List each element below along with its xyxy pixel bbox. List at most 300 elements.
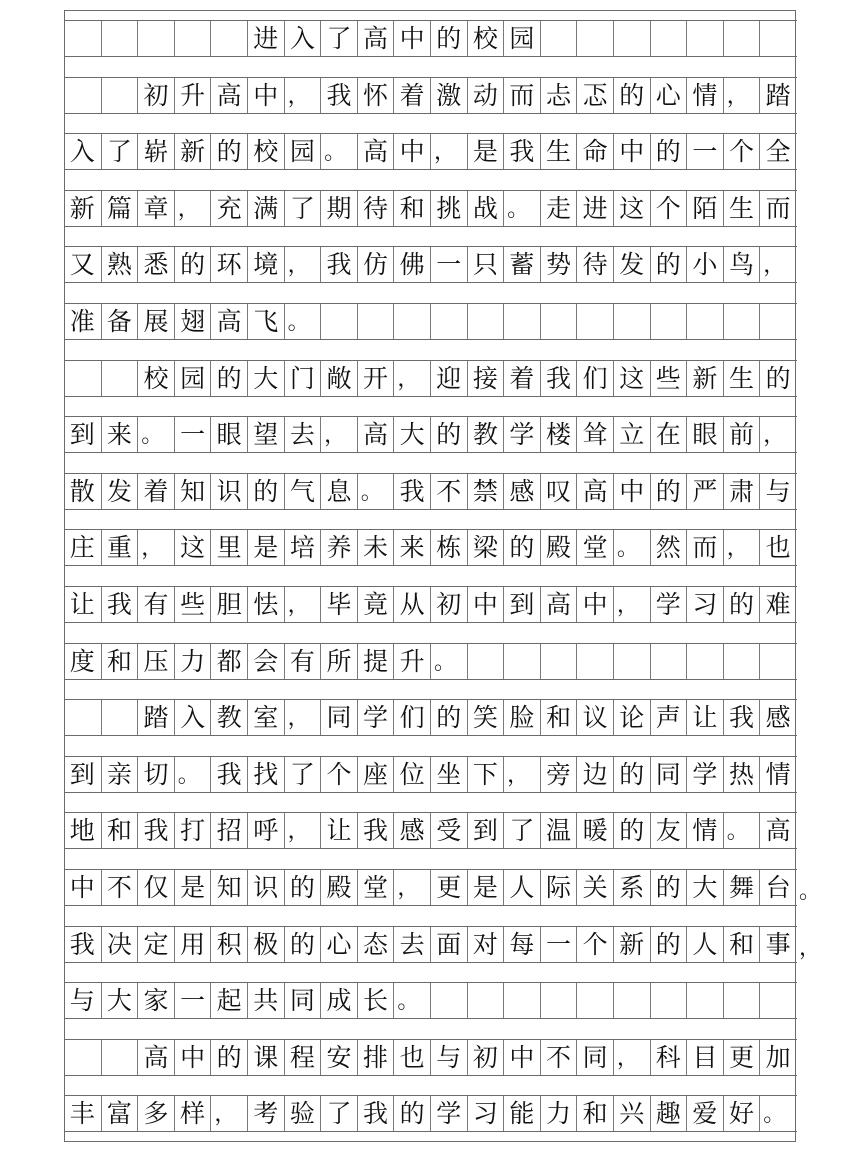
empty-grid-cell: [723, 304, 760, 339]
character-cell: 进: [247, 21, 284, 56]
character-cell: 大: [393, 417, 430, 452]
character-cell: 门: [284, 361, 321, 396]
text-row: [64, 982, 797, 1019]
character-cell: 这: [174, 530, 211, 565]
character-cell: 识: [247, 870, 284, 905]
character-cell: 丰: [69, 1099, 95, 1129]
punctuation-cell: 。: [430, 644, 467, 679]
character-cell: 的: [247, 474, 284, 509]
empty-grid-cell: [467, 304, 504, 339]
character-cell: 而: [686, 530, 723, 565]
character-cell: 到: [503, 587, 540, 622]
character-cell: 有: [284, 644, 321, 679]
character-cell: 我: [393, 474, 430, 509]
character-cell: 旁: [540, 757, 577, 792]
empty-grid-cell: [101, 1040, 138, 1075]
character-cell: 楼: [540, 417, 577, 452]
character-cell: 找: [247, 757, 284, 792]
character-cell: 眼: [210, 417, 247, 452]
character-cell: 环: [210, 247, 247, 282]
empty-grid-cell: [540, 644, 577, 679]
character-cell: 知: [210, 870, 247, 905]
character-cell: 从: [393, 587, 430, 622]
character-cell: 学: [430, 1096, 467, 1131]
character-cell: 蓄: [503, 247, 540, 282]
character-cell: 和: [540, 700, 577, 735]
character-cell: 也: [393, 1040, 430, 1075]
character-cell: 同: [576, 1040, 613, 1075]
character-cell: 待: [357, 191, 394, 226]
character-cell: 中: [576, 587, 613, 622]
character-cell: 舞: [723, 870, 760, 905]
character-cell: 了: [284, 191, 321, 226]
character-cell: 是: [174, 870, 211, 905]
character-cell: 爱: [686, 1096, 723, 1131]
character-cell: 是: [467, 134, 504, 169]
punctuation-cell: ，: [613, 1040, 650, 1075]
character-cell: 激: [430, 78, 467, 113]
character-cell: 关: [576, 870, 613, 905]
punctuation-cell: ，: [284, 700, 321, 735]
text-row: [64, 699, 797, 736]
character-cell: 怀: [357, 78, 394, 113]
text-row: [64, 473, 797, 510]
character-cell: 里: [210, 530, 247, 565]
character-cell: 的: [174, 247, 211, 282]
character-cell: 新: [613, 927, 650, 962]
character-cell: 章: [137, 191, 174, 226]
character-cell: 们: [393, 700, 430, 735]
empty-grid-cell: [759, 21, 796, 56]
title-row: [64, 20, 797, 57]
punctuation-cell: 。: [503, 191, 540, 226]
character-cell: 我: [357, 1096, 394, 1131]
character-cell: 让: [320, 813, 357, 848]
character-cell: 和: [101, 813, 138, 848]
character-cell: 不: [540, 1040, 577, 1075]
character-cell: 与: [430, 1040, 467, 1075]
empty-grid-cell: [759, 983, 796, 1018]
punctuation-cell: 。: [759, 1096, 796, 1131]
character-cell: 敞: [320, 361, 357, 396]
punctuation-cell: ，: [723, 78, 760, 113]
character-cell: 高: [137, 1040, 174, 1075]
character-cell: 了: [503, 813, 540, 848]
character-cell: 命: [576, 134, 613, 169]
character-cell: 高: [759, 813, 796, 848]
character-cell: 养: [320, 530, 357, 565]
character-cell: 的: [210, 1040, 247, 1075]
character-cell: 篇: [101, 191, 138, 226]
character-cell: 殿: [540, 530, 577, 565]
character-cell: 家: [137, 983, 174, 1018]
empty-grid-cell: [540, 304, 577, 339]
punctuation-cell: ，: [284, 587, 321, 622]
text-row: [64, 246, 797, 283]
empty-grid-cell: [64, 361, 101, 396]
empty-grid-cell: [576, 983, 613, 1018]
character-cell: 感: [759, 700, 796, 735]
character-cell: 境: [247, 247, 284, 282]
punctuation-cell: ，: [759, 247, 796, 282]
character-cell: 下: [467, 757, 504, 792]
character-cell: 入: [174, 700, 211, 735]
character-cell: 的: [650, 247, 687, 282]
character-cell: 情: [686, 78, 723, 113]
empty-grid-cell: [723, 983, 760, 1018]
character-cell: 会: [247, 644, 284, 679]
character-cell: 对: [467, 927, 504, 962]
empty-grid-cell: [467, 644, 504, 679]
character-cell: 高: [576, 474, 613, 509]
character-cell: 不: [101, 870, 138, 905]
character-cell: 和: [723, 927, 760, 962]
empty-grid-cell: [576, 304, 613, 339]
character-cell: 我: [723, 700, 760, 735]
character-cell: 兴: [613, 1096, 650, 1131]
character-cell: 熟: [101, 247, 138, 282]
character-cell: 个: [723, 134, 760, 169]
character-cell: 期: [320, 191, 357, 226]
character-cell: 我: [540, 361, 577, 396]
empty-grid-cell: [101, 78, 138, 113]
empty-grid-cell: [613, 21, 650, 56]
empty-grid-cell: [64, 1040, 101, 1075]
character-cell: 和: [576, 1096, 613, 1131]
character-cell: 着: [503, 361, 540, 396]
empty-grid-cell: [430, 304, 467, 339]
character-cell: 多: [137, 1096, 174, 1131]
character-cell: 我: [137, 813, 174, 848]
character-cell: 仅: [137, 870, 174, 905]
character-cell: 排: [357, 1040, 394, 1075]
character-cell: 只: [467, 247, 504, 282]
character-cell: 立: [613, 417, 650, 452]
punctuation-cell: 。: [723, 813, 760, 848]
character-cell: 重: [101, 530, 138, 565]
character-cell: 我: [357, 813, 394, 848]
empty-grid-cell: [64, 78, 101, 113]
character-cell: 打: [174, 813, 211, 848]
text-row: [64, 643, 797, 680]
empty-grid-cell: [576, 644, 613, 679]
character-cell: 中: [613, 134, 650, 169]
character-cell: 趣: [650, 1096, 687, 1131]
character-cell: 飞: [247, 304, 284, 339]
character-cell: 课: [247, 1040, 284, 1075]
character-cell: 同: [284, 983, 321, 1018]
character-cell: 是: [247, 530, 284, 565]
character-cell: 我: [210, 757, 247, 792]
character-cell: 学: [686, 757, 723, 792]
character-cell: 一: [540, 927, 577, 962]
character-cell: 禁: [467, 474, 504, 509]
character-cell: 更: [430, 870, 467, 905]
character-cell: 全: [759, 134, 796, 169]
character-cell: 升: [174, 78, 211, 113]
punctuation-cell: ，: [210, 1096, 247, 1131]
character-cell: 同: [650, 757, 687, 792]
character-cell: 受: [430, 813, 467, 848]
character-cell: 翅: [174, 304, 211, 339]
character-cell: 中: [613, 474, 650, 509]
character-cell: 识: [210, 474, 247, 509]
character-cell: 这: [613, 361, 650, 396]
character-cell: 发: [101, 474, 138, 509]
character-cell: 的: [650, 134, 687, 169]
character-cell: 些: [650, 361, 687, 396]
character-cell: 接: [467, 361, 504, 396]
character-cell: 进: [576, 191, 613, 226]
character-cell: 仿: [357, 247, 394, 282]
character-cell: 走: [540, 191, 577, 226]
character-cell: 同: [320, 700, 357, 735]
character-cell: 们: [576, 361, 613, 396]
character-cell: 入: [69, 137, 95, 167]
empty-grid-cell: [650, 21, 687, 56]
character-cell: 感: [393, 813, 430, 848]
character-cell: 我: [101, 587, 138, 622]
character-cell: 眼: [686, 417, 723, 452]
punctuation-cell: ，: [284, 247, 321, 282]
character-cell: 与: [759, 474, 796, 509]
character-cell: 程: [284, 1040, 321, 1075]
character-cell: 大: [686, 870, 723, 905]
character-cell: 提: [357, 644, 394, 679]
character-cell: 度: [69, 646, 95, 676]
character-cell: 用: [174, 927, 211, 962]
character-cell: 定: [137, 927, 174, 962]
character-cell: 高: [357, 134, 394, 169]
character-cell: 高: [357, 21, 394, 56]
character-cell: 决: [101, 927, 138, 962]
character-cell: 的: [210, 361, 247, 396]
empty-grid-cell: [64, 21, 101, 56]
character-cell: 让: [69, 590, 95, 619]
character-cell: 心: [650, 78, 687, 113]
empty-grid-cell: [613, 983, 650, 1018]
character-cell: 的: [503, 530, 540, 565]
character-cell: 我: [320, 247, 357, 282]
character-cell: 入: [284, 21, 321, 56]
character-cell: 我: [320, 78, 357, 113]
character-cell: 迎: [430, 361, 467, 396]
character-cell: 毕: [320, 587, 357, 622]
punctuation-cell: ，: [723, 530, 760, 565]
character-cell: 发: [613, 247, 650, 282]
character-cell: 目: [686, 1040, 723, 1075]
character-cell: 考: [247, 1096, 284, 1131]
character-cell: 好: [723, 1096, 760, 1131]
character-cell: 学: [650, 587, 687, 622]
text-row: [64, 926, 822, 963]
character-cell: 长: [357, 983, 394, 1018]
character-cell: 开: [357, 361, 394, 396]
empty-grid-cell: [540, 983, 577, 1018]
character-cell: 到: [69, 759, 95, 789]
character-cell: 议: [576, 700, 613, 735]
character-cell: 事: [759, 927, 796, 962]
punctuation-cell: ，: [393, 870, 430, 905]
empty-grid-cell: [759, 304, 796, 339]
character-cell: 人: [503, 870, 540, 905]
character-cell: 高: [210, 304, 247, 339]
character-cell: 个: [320, 757, 357, 792]
character-cell: 到: [69, 420, 95, 450]
character-cell: 去: [393, 927, 430, 962]
character-cell: 到: [467, 813, 504, 848]
character-cell: 际: [540, 870, 577, 905]
character-cell: 地: [69, 816, 95, 846]
character-cell: 的: [759, 361, 796, 396]
hanging-punctuation: 。: [799, 879, 822, 904]
character-cell: 堂: [576, 530, 613, 565]
empty-grid-cell: [613, 304, 650, 339]
character-cell: 耸: [576, 417, 613, 452]
character-cell: 校: [137, 361, 174, 396]
character-cell: 小: [686, 247, 723, 282]
character-cell: 初: [430, 587, 467, 622]
character-cell: 极: [247, 927, 284, 962]
text-row: [64, 303, 797, 340]
punctuation-cell: ，: [174, 191, 211, 226]
empty-grid-cell: [686, 983, 723, 1018]
character-cell: 殿: [320, 870, 357, 905]
text-row: [64, 869, 822, 906]
character-cell: 而: [759, 191, 796, 226]
character-cell: 知: [174, 474, 211, 509]
character-cell: 招: [210, 813, 247, 848]
character-cell: 力: [540, 1096, 577, 1131]
text-row: [64, 1039, 797, 1076]
text-row: [64, 416, 797, 453]
character-cell: 声: [650, 700, 687, 735]
character-cell: 然: [650, 530, 687, 565]
character-cell: 一: [174, 983, 211, 1018]
empty-grid-cell: [723, 644, 760, 679]
character-cell: 的: [723, 587, 760, 622]
text-row: [64, 360, 797, 397]
character-cell: 脸: [503, 700, 540, 735]
character-cell: 更: [723, 1040, 760, 1075]
character-cell: 我: [69, 929, 95, 959]
punctuation-cell: 。: [393, 983, 430, 1018]
character-cell: 中: [393, 134, 430, 169]
character-cell: 学: [357, 700, 394, 735]
character-cell: 高: [540, 587, 577, 622]
character-cell: 教: [467, 417, 504, 452]
character-cell: 坐: [430, 757, 467, 792]
character-cell: 胆: [210, 587, 247, 622]
character-cell: 让: [686, 700, 723, 735]
character-cell: 而: [503, 78, 540, 113]
character-cell: 我: [503, 134, 540, 169]
punctuation-cell: ，: [284, 78, 321, 113]
character-cell: 备: [101, 304, 138, 339]
character-cell: 了: [284, 757, 321, 792]
character-cell: 这: [613, 191, 650, 226]
character-cell: 大: [101, 983, 138, 1018]
character-cell: 个: [650, 191, 687, 226]
character-cell: 着: [137, 474, 174, 509]
character-cell: 和: [101, 644, 138, 679]
text-row: [64, 1095, 797, 1132]
character-cell: 习: [686, 587, 723, 622]
character-cell: 展: [137, 304, 174, 339]
character-cell: 成: [320, 983, 357, 1018]
character-cell: 力: [174, 644, 211, 679]
character-cell: 座: [357, 757, 394, 792]
character-cell: 习: [467, 1096, 504, 1131]
character-cell: 堂: [357, 870, 394, 905]
character-cell: 友: [650, 813, 687, 848]
character-cell: 验: [284, 1096, 321, 1131]
character-cell: 与: [69, 986, 95, 1016]
character-cell: 人: [686, 927, 723, 962]
character-cell: 了: [320, 21, 357, 56]
punctuation-cell: ，: [503, 757, 540, 792]
empty-grid-cell: [759, 644, 796, 679]
character-cell: 着: [393, 78, 430, 113]
empty-grid-cell: [430, 983, 467, 1018]
character-cell: 气: [284, 474, 321, 509]
punctuation-cell: 。: [357, 474, 394, 509]
character-cell: 竟: [357, 587, 394, 622]
empty-grid-cell: [320, 304, 357, 339]
empty-grid-cell: [686, 304, 723, 339]
character-cell: 在: [650, 417, 687, 452]
character-cell: 学: [503, 417, 540, 452]
character-cell: 初: [137, 78, 174, 113]
character-cell: 的: [430, 417, 467, 452]
hanging-punctuation: ，: [799, 935, 822, 961]
character-cell: 笑: [467, 700, 504, 735]
character-cell: 教: [210, 700, 247, 735]
character-cell: 所: [320, 644, 357, 679]
punctuation-cell: 。: [320, 134, 357, 169]
empty-grid-cell: [357, 304, 394, 339]
character-cell: 忐: [540, 78, 577, 113]
character-cell: 来: [101, 417, 138, 452]
empty-grid-cell: [650, 304, 687, 339]
character-cell: 初: [467, 1040, 504, 1075]
character-cell: 培: [284, 530, 321, 565]
empty-grid-cell: [393, 304, 430, 339]
character-cell: 的: [613, 813, 650, 848]
character-cell: 怯: [247, 587, 284, 622]
character-cell: 暖: [576, 813, 613, 848]
punctuation-cell: ，: [393, 361, 430, 396]
character-cell: 心: [320, 927, 357, 962]
character-cell: 满: [247, 191, 284, 226]
character-cell: 的: [393, 1096, 430, 1131]
empty-grid-cell: [686, 644, 723, 679]
empty-grid-cell: [101, 21, 138, 56]
punctuation-cell: ，: [613, 587, 650, 622]
character-cell: 了: [320, 1096, 357, 1131]
character-cell: 的: [210, 134, 247, 169]
character-cell: 息: [320, 474, 357, 509]
character-cell: 是: [467, 870, 504, 905]
character-cell: 中: [467, 587, 504, 622]
character-cell: 校: [247, 134, 284, 169]
character-cell: 陌: [686, 191, 723, 226]
character-cell: 新: [686, 361, 723, 396]
character-cell: 台: [759, 870, 796, 905]
character-cell: 的: [284, 927, 321, 962]
text-row: [64, 133, 797, 170]
character-cell: 能: [503, 1096, 540, 1131]
